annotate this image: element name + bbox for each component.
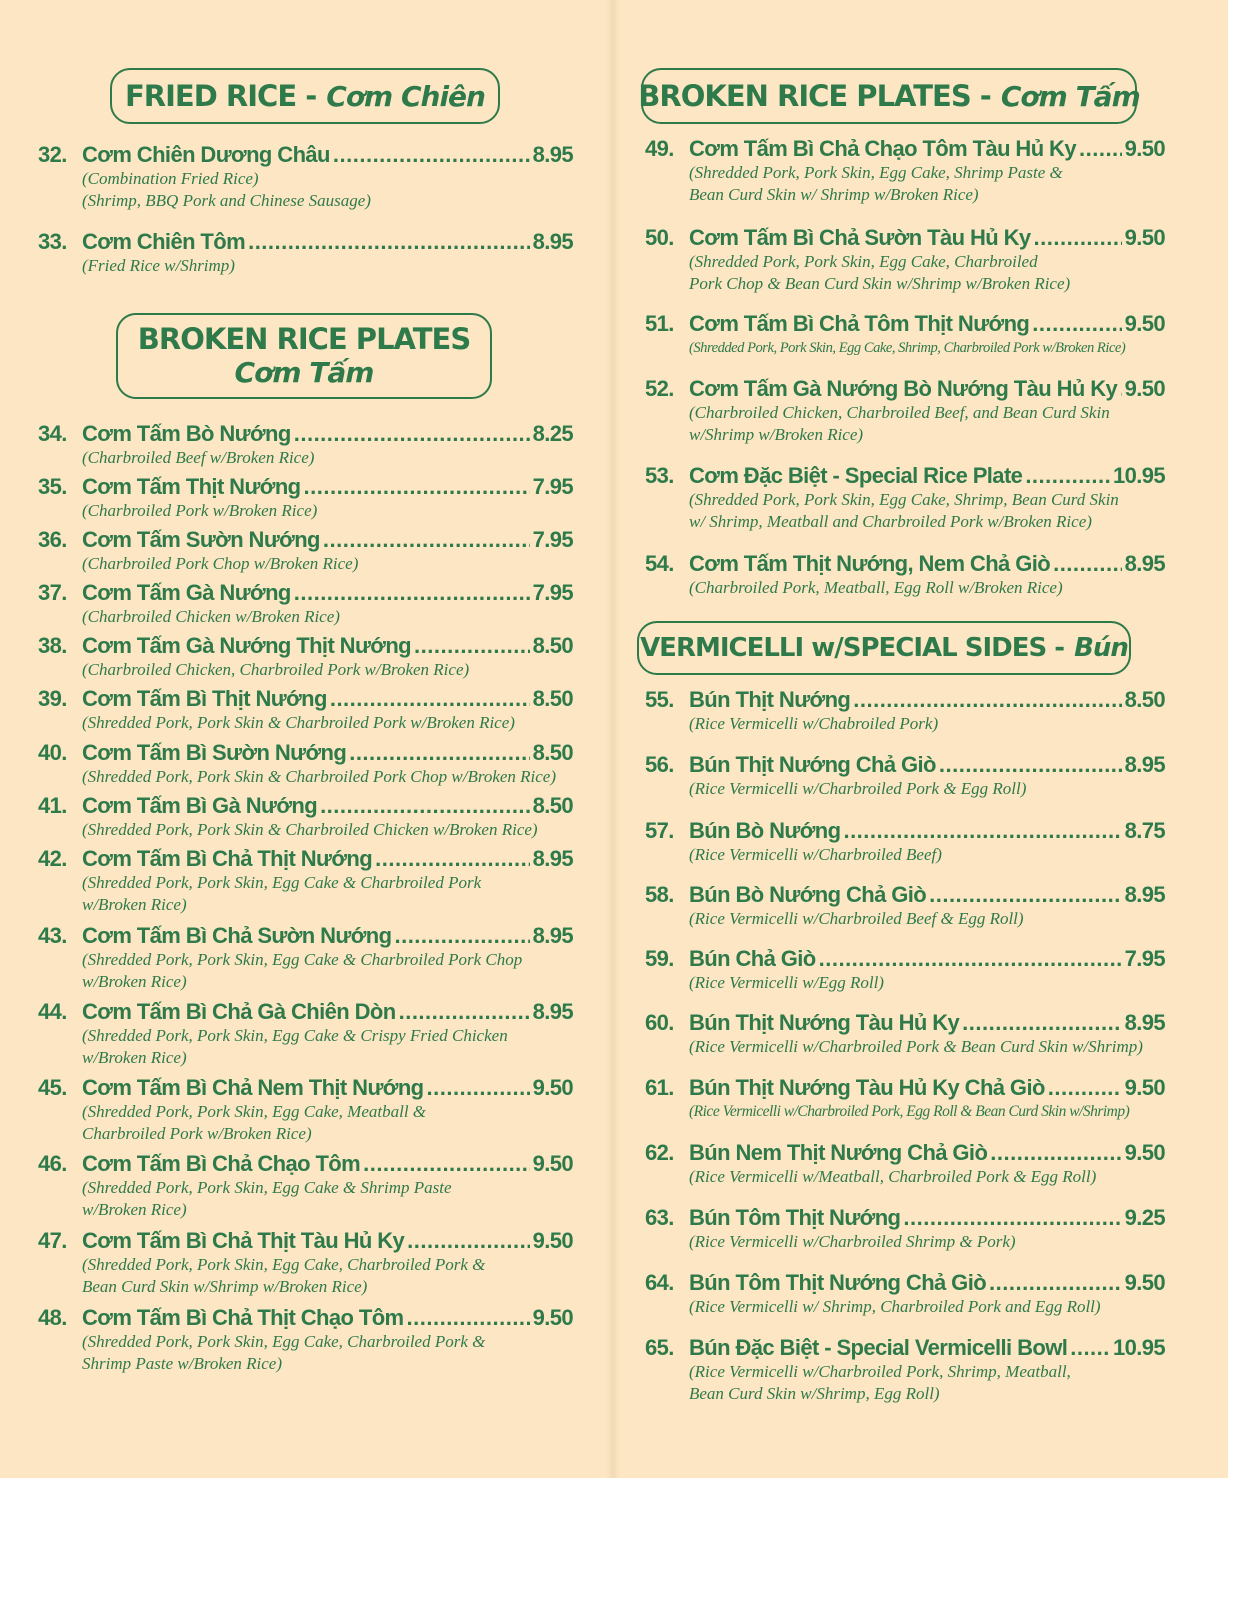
- item-number: 61.: [645, 1075, 674, 1100]
- menu-item-line: [38, 229, 573, 255]
- menu-item: [645, 136, 1165, 206]
- item-number: 62.: [645, 1140, 674, 1165]
- item-description: w/ Shrimp, Meatball and Charbroiled Pork w/Broken Rice): [689, 512, 1092, 531]
- item-description: Bean Curd Skin w/Shrimp, Egg Roll): [689, 1384, 940, 1403]
- item-number: 34.: [38, 421, 67, 446]
- dot-leader: [989, 1270, 1122, 1296]
- item-description: w/Broken Rice): [82, 1200, 187, 1219]
- item-price: 8.95: [1124, 882, 1165, 907]
- item-number: 53.: [645, 463, 674, 488]
- menu-item: [645, 376, 1165, 446]
- item-price: 7.95: [532, 527, 573, 552]
- item-description: (Rice Vermicelli w/Egg Roll): [689, 973, 884, 992]
- item-description: w/Shrimp w/Broken Rice): [689, 425, 864, 444]
- menu-item: [38, 740, 573, 788]
- page-fold: [606, 0, 620, 1478]
- item-description: (Shredded Pork, Pork Skin, Egg Cake, Charbroiled Pork &: [82, 1332, 486, 1351]
- item-description: (Rice Vermicelli w/Charbroiled Shrimp & Pork): [689, 1232, 1016, 1251]
- item-description: (Charbroiled Pork Chop w/Broken Rice): [82, 554, 359, 573]
- dot-leader: [304, 474, 530, 500]
- item-description: (Shredded Pork, Pork Skin, Egg Cake, Charbroiled: [689, 252, 1038, 271]
- header-english: VERMICELLI w/SPECIAL SIDES -: [640, 633, 1065, 663]
- item-number: 60.: [645, 1010, 674, 1035]
- header-vietnamese: Bún: [1074, 633, 1128, 663]
- fried-rice-header: [110, 68, 500, 124]
- item-number: 50.: [645, 225, 674, 250]
- menu-item-line: [38, 793, 573, 819]
- item-number: 33.: [38, 229, 67, 254]
- item-price: 9.50: [532, 1151, 573, 1176]
- menu-item-line: [38, 1075, 573, 1101]
- item-number: 57.: [645, 818, 674, 843]
- menu-item-line: [645, 136, 1165, 162]
- menu-item-line: [645, 946, 1165, 972]
- menu-item-line: [38, 999, 573, 1025]
- item-number: 35.: [38, 474, 67, 499]
- item-description: (Shredded Pork, Pork Skin & Charbroiled Pork Chop w/Broken Rice): [82, 767, 557, 786]
- item-description: (Shredded Pork, Pork Skin, Egg Cake & Shrimp Paste: [82, 1178, 452, 1197]
- menu-item-line: [645, 687, 1165, 713]
- menu-item-line: [645, 882, 1165, 908]
- item-name: Bún Đặc Biệt - Special Vermicelli Bowl: [689, 1335, 1068, 1360]
- item-description: Shrimp Paste w/Broken Rice): [82, 1354, 283, 1373]
- item-price: 9.50: [532, 1075, 573, 1100]
- header-vietnamese: Cơm Tấm: [234, 356, 374, 389]
- item-description: (Rice Vermicelli w/Charbroiled Pork, Shrimp, Meatball,: [689, 1362, 1071, 1381]
- item-number: 37.: [38, 580, 67, 605]
- dot-leader: [1120, 376, 1121, 402]
- menu-item-line: [38, 923, 573, 949]
- item-name: Bún Chả Giò: [689, 946, 816, 971]
- item-number: 38.: [38, 633, 67, 658]
- dot-leader: [1070, 1335, 1110, 1361]
- item-description: Charbroiled Pork w/Broken Rice): [82, 1124, 312, 1143]
- menu-item: [645, 311, 1165, 359]
- item-price: 8.50: [532, 793, 573, 818]
- item-description: (Shredded Pork, Pork Skin, Egg Cake, Meatball &: [82, 1102, 427, 1121]
- header-vietnamese: Cơm Chiên: [326, 79, 485, 113]
- menu-item-line: [38, 421, 573, 447]
- item-name: Cơm Tấm Bì Sườn Nướng: [82, 740, 347, 765]
- item-price: 9.25: [1124, 1205, 1165, 1230]
- dot-leader: [939, 752, 1122, 778]
- menu-item-line: [38, 1305, 573, 1331]
- dot-leader: [1079, 136, 1122, 162]
- item-description: (Shredded Pork, Pork Skin, Egg Cake, Shrimp, Bean Curd Skin: [689, 490, 1119, 509]
- item-name: Cơm Tấm Gà Nướng Bò Nướng Tàu Hủ Ky: [689, 376, 1118, 401]
- item-number: 56.: [645, 752, 674, 777]
- item-price: 8.95: [1124, 551, 1165, 576]
- menu-item-line: [38, 1228, 573, 1254]
- dot-leader: [427, 1075, 530, 1101]
- item-number: 58.: [645, 882, 674, 907]
- dot-leader: [990, 1140, 1121, 1166]
- item-name: Cơm Tấm Thịt Nướng, Nem Chả Giò: [689, 551, 1051, 576]
- item-name: Bún Thịt Nướng Tàu Hủ Ky: [689, 1010, 960, 1035]
- item-name: Cơm Tấm Bì Chả Gà Chiên Dòn: [82, 999, 396, 1024]
- menu-item: [645, 687, 1165, 735]
- menu-item: [38, 421, 573, 469]
- item-number: 64.: [645, 1270, 674, 1295]
- item-number: 47.: [38, 1228, 67, 1253]
- menu-item: [645, 551, 1165, 599]
- item-price: 9.50: [1124, 376, 1165, 401]
- dot-leader: [323, 527, 530, 553]
- menu-item: [38, 229, 573, 277]
- item-description: (Charbroiled Chicken, Charbroiled Pork w/Broken Rice): [82, 660, 470, 679]
- item-price: 9.50: [1124, 136, 1165, 161]
- dot-leader: [363, 1151, 529, 1177]
- dot-leader: [903, 1205, 1121, 1231]
- item-price: 8.95: [532, 142, 573, 167]
- dot-leader: [248, 229, 530, 255]
- item-price: 8.50: [532, 633, 573, 658]
- menu-item: [38, 580, 573, 628]
- menu-item-line: [645, 1205, 1165, 1231]
- item-description: (Shredded Pork, Pork Skin, Egg Cake & Charbroiled Pork: [82, 873, 482, 892]
- menu-item-line: [38, 580, 573, 606]
- item-price: 8.25: [532, 421, 573, 446]
- item-description: (Rice Vermicelli w/Charbroiled Pork & Bean Curd Skin w/Shrimp): [689, 1037, 1143, 1056]
- dot-leader: [320, 793, 530, 819]
- item-number: 41.: [38, 793, 67, 818]
- item-price: 7.95: [1124, 946, 1165, 971]
- item-description: (Charbroiled Pork, Meatball, Egg Roll w/Broken Rice): [689, 578, 1063, 597]
- item-name: Bún Nem Thịt Nướng Chả Giò: [689, 1140, 988, 1165]
- broken-rice-header: [638, 68, 1140, 124]
- header-english: BROKEN RICE PLATES -: [638, 79, 991, 113]
- item-description: Bean Curd Skin w/ Shrimp w/Broken Rice): [689, 185, 979, 204]
- item-name: Cơm Tấm Bì Gà Nướng: [82, 793, 318, 818]
- item-name: Cơm Đặc Biệt - Special Rice Plate: [689, 463, 1023, 488]
- broken-rice-header: [116, 313, 492, 399]
- item-description: (Charbroiled Chicken w/Broken Rice): [82, 607, 340, 626]
- dot-leader: [330, 686, 530, 712]
- item-description: w/Broken Rice): [82, 1048, 187, 1067]
- menu-item: [645, 1075, 1165, 1123]
- item-number: 55.: [645, 687, 674, 712]
- header-english: FRIED RICE -: [125, 79, 317, 113]
- menu-item: [645, 463, 1165, 533]
- dot-leader: [394, 923, 529, 949]
- menu-item-line: [38, 527, 573, 553]
- menu-item: [38, 527, 573, 575]
- menu-item-line: [645, 551, 1165, 577]
- item-price: 10.95: [1112, 463, 1165, 488]
- menu-item-line: [38, 846, 573, 872]
- item-name: Cơm Tấm Sườn Nướng: [82, 527, 320, 552]
- item-name: Cơm Tấm Bì Chả Chạo Tôm Tàu Hủ Ky: [689, 136, 1076, 161]
- item-name: Cơm Tấm Thịt Nướng: [82, 474, 301, 499]
- menu-item-line: [645, 225, 1165, 251]
- item-description: (Shredded Pork, Pork Skin, Egg Cake, Shrimp, Charbroiled Pork w/Broken Rice): [689, 340, 1126, 356]
- item-description: (Rice Vermicelli w/Chabroiled Pork): [689, 714, 939, 733]
- item-name: Cơm Tấm Gà Nướng Thịt Nướng: [82, 633, 412, 658]
- menu-item-line: [38, 1151, 573, 1177]
- item-description: (Charbroiled Pork w/Broken Rice): [82, 501, 318, 520]
- item-description: (Rice Vermicelli w/Meatball, Charbroiled Pork & Egg Roll): [689, 1167, 1097, 1186]
- menu-item: [645, 1205, 1165, 1253]
- item-name: Bún Thịt Nướng Tàu Hủ Ky Chả Giò: [689, 1075, 1045, 1100]
- menu-item-line: [645, 1075, 1165, 1101]
- item-name: Cơm Tấm Bò Nướng: [82, 421, 291, 446]
- menu-item: [38, 142, 573, 212]
- item-description: Pork Chop & Bean Curd Skin w/Shrimp w/Broken Rice): [689, 274, 1071, 293]
- item-price: 9.50: [532, 1228, 573, 1253]
- menu-item: [38, 1305, 573, 1375]
- item-name: Bún Thịt Nướng: [689, 687, 851, 712]
- item-price: 7.95: [532, 580, 573, 605]
- item-price: 9.50: [532, 1305, 573, 1330]
- item-price: 9.50: [1124, 1075, 1165, 1100]
- menu-item: [38, 1228, 573, 1298]
- dot-leader: [333, 142, 530, 168]
- menu-item: [38, 474, 573, 522]
- item-number: 43.: [38, 923, 67, 948]
- item-price: 9.50: [1124, 311, 1165, 336]
- item-name: Bún Tôm Thịt Nướng: [689, 1205, 901, 1230]
- item-description: (Charbroiled Beef w/Broken Rice): [82, 448, 315, 467]
- item-description: (Shredded Pork, Pork Skin & Charbroiled Chicken w/Broken Rice): [82, 820, 538, 839]
- menu-item: [38, 633, 573, 681]
- item-description: (Rice Vermicelli w/Charbroiled Pork, Egg Roll & Bean Curd Skin w/Shrimp): [689, 1103, 1130, 1120]
- item-number: 65.: [645, 1335, 674, 1360]
- item-name: Cơm Tấm Gà Nướng: [82, 580, 291, 605]
- menu-item-line: [645, 1270, 1165, 1296]
- item-name: Cơm Tấm Bì Chả Sườn Tàu Hủ Ky: [689, 225, 1031, 250]
- item-price: 8.95: [532, 229, 573, 254]
- menu-item-line: [645, 311, 1165, 337]
- dot-leader: [1034, 225, 1122, 251]
- menu-item: [38, 793, 573, 841]
- item-number: 32.: [38, 142, 67, 167]
- item-description: (Rice Vermicelli w/Charbroiled Pork & Egg Roll): [689, 779, 1027, 798]
- item-number: 48.: [38, 1305, 67, 1330]
- item-number: 46.: [38, 1151, 67, 1176]
- item-description: w/Broken Rice): [82, 972, 187, 991]
- item-number: 42.: [38, 846, 67, 871]
- item-name: Cơm Tấm Bì Thịt Nướng: [82, 686, 327, 711]
- menu-item-line: [645, 818, 1165, 844]
- menu-item: [645, 1335, 1165, 1405]
- menu-item-line: [38, 142, 573, 168]
- item-number: 36.: [38, 527, 67, 552]
- item-name: Cơm Tấm Bì Chả Thịt Tàu Hủ Ky: [82, 1228, 405, 1253]
- item-name: Cơm Tấm Bì Chả Nem Thịt Nướng: [82, 1075, 424, 1100]
- item-price: 7.95: [532, 474, 573, 499]
- item-number: 45.: [38, 1075, 67, 1100]
- item-description: (Rice Vermicelli w/ Shrimp, Charbroiled Pork and Egg Roll): [689, 1297, 1101, 1316]
- dot-leader: [962, 1010, 1121, 1036]
- menu-item: [645, 1270, 1165, 1318]
- item-name: Cơm Chiên Dương Châu: [82, 142, 330, 167]
- item-name: Bún Bò Nướng: [689, 818, 841, 843]
- item-name: Bún Thịt Nướng Chả Giò: [689, 752, 936, 777]
- item-name: Cơm Tấm Bì Chả Thịt Chạo Tôm: [82, 1305, 404, 1330]
- item-name: Bún Bò Nướng Chả Giò: [689, 882, 927, 907]
- item-price: 9.50: [1124, 1140, 1165, 1165]
- item-number: 49.: [645, 136, 674, 161]
- item-description: Bean Curd Skin w/Shrimp w/Broken Rice): [82, 1277, 368, 1296]
- item-price: 9.50: [1124, 225, 1165, 250]
- dot-leader: [819, 946, 1122, 972]
- dot-leader: [1053, 551, 1122, 577]
- item-price: 8.95: [532, 999, 573, 1024]
- dot-leader: [294, 580, 530, 606]
- menu-item: [38, 1151, 573, 1221]
- menu-item: [645, 882, 1165, 930]
- item-name: Bún Tôm Thịt Nướng Chả Giò: [689, 1270, 987, 1295]
- item-name: Cơm Tấm Bì Chả Sườn Nướng: [82, 923, 392, 948]
- item-description: (Shredded Pork, Pork Skin, Egg Cake & Crispy Fried Chicken: [82, 1026, 508, 1045]
- item-description: (Shredded Pork, Pork Skin, Egg Cake, Charbroiled Pork &: [82, 1255, 486, 1274]
- menu-item: [645, 946, 1165, 994]
- header-vietnamese: Cơm Tấm: [1000, 79, 1140, 113]
- dot-leader: [375, 846, 529, 872]
- dot-leader: [349, 740, 529, 766]
- menu-item: [645, 1140, 1165, 1188]
- item-description: (Shredded Pork, Pork Skin, Egg Cake, Shrimp Paste &: [689, 163, 1063, 182]
- item-number: 39.: [38, 686, 67, 711]
- menu-item: [38, 846, 573, 916]
- item-description: (Shredded Pork, Pork Skin & Charbroiled Pork w/Broken Rice): [82, 713, 515, 732]
- dot-leader: [407, 1305, 530, 1331]
- item-description: (Charbroiled Chicken, Charbroiled Beef, and Bean Curd Skin: [689, 403, 1110, 422]
- item-description: (Shredded Pork, Pork Skin, Egg Cake & Charbroiled Pork Chop: [82, 950, 523, 969]
- menu-item: [645, 225, 1165, 295]
- dot-leader: [399, 999, 530, 1025]
- dot-leader: [843, 818, 1121, 844]
- dot-leader: [1032, 311, 1121, 337]
- menu-item-line: [645, 463, 1165, 489]
- menu-item: [38, 923, 573, 993]
- item-description: (Shrimp, BBQ Pork and Chinese Sausage): [82, 191, 371, 210]
- menu-item: [38, 686, 573, 734]
- menu-item: [645, 1010, 1165, 1058]
- header-english: BROKEN RICE PLATES: [137, 322, 471, 356]
- menu-item-line: [38, 474, 573, 500]
- item-number: 59.: [645, 946, 674, 971]
- item-price: 8.50: [532, 740, 573, 765]
- item-description: w/Broken Rice): [82, 895, 187, 914]
- menu-item-line: [645, 752, 1165, 778]
- item-number: 63.: [645, 1205, 674, 1230]
- vermicelli-header: [637, 621, 1131, 675]
- item-description: (Rice Vermicelli w/Charbroiled Beef): [689, 845, 942, 864]
- menu-item: [645, 752, 1165, 800]
- menu-item-line: [645, 1335, 1165, 1361]
- dot-leader: [1025, 463, 1110, 489]
- item-name: Cơm Chiên Tôm: [82, 229, 246, 254]
- item-description: (Fried Rice w/Shrimp): [82, 256, 235, 275]
- item-price: 8.50: [1124, 687, 1165, 712]
- item-price: 8.95: [532, 846, 573, 871]
- menu-item: [38, 1075, 573, 1145]
- item-price: 8.75: [1124, 818, 1165, 843]
- item-number: 54.: [645, 551, 674, 576]
- menu-item: [38, 999, 573, 1069]
- dot-leader: [414, 633, 530, 659]
- menu-item-line: [645, 1140, 1165, 1166]
- item-name: Cơm Tấm Bì Chả Chạo Tôm: [82, 1151, 361, 1176]
- item-price: 8.95: [532, 923, 573, 948]
- dot-leader: [929, 882, 1121, 908]
- dot-leader: [1048, 1075, 1122, 1101]
- item-price: 10.95: [1112, 1335, 1165, 1360]
- item-name: Cơm Tấm Bì Chả Thịt Nướng: [82, 846, 373, 871]
- menu-item-line: [38, 740, 573, 766]
- menu-item-line: [38, 686, 573, 712]
- item-name: Cơm Tấm Bì Chả Tôm Thịt Nướng: [689, 311, 1030, 336]
- menu-item: [645, 818, 1165, 866]
- item-description: (Combination Fried Rice): [82, 169, 259, 188]
- item-number: 51.: [645, 311, 674, 336]
- dot-leader: [407, 1228, 529, 1254]
- menu-item-line: [38, 633, 573, 659]
- dot-leader: [294, 421, 530, 447]
- item-price: 8.50: [532, 686, 573, 711]
- item-price: 8.95: [1124, 752, 1165, 777]
- dot-leader: [853, 687, 1121, 713]
- item-description: (Rice Vermicelli w/Charbroiled Beef & Egg Roll): [689, 909, 1024, 928]
- item-number: 40.: [38, 740, 67, 765]
- menu-item-line: [645, 376, 1165, 402]
- item-number: 44.: [38, 999, 67, 1024]
- menu-item-line: [645, 1010, 1165, 1036]
- item-price: 9.50: [1124, 1270, 1165, 1295]
- item-number: 52.: [645, 376, 674, 401]
- item-price: 8.95: [1124, 1010, 1165, 1035]
